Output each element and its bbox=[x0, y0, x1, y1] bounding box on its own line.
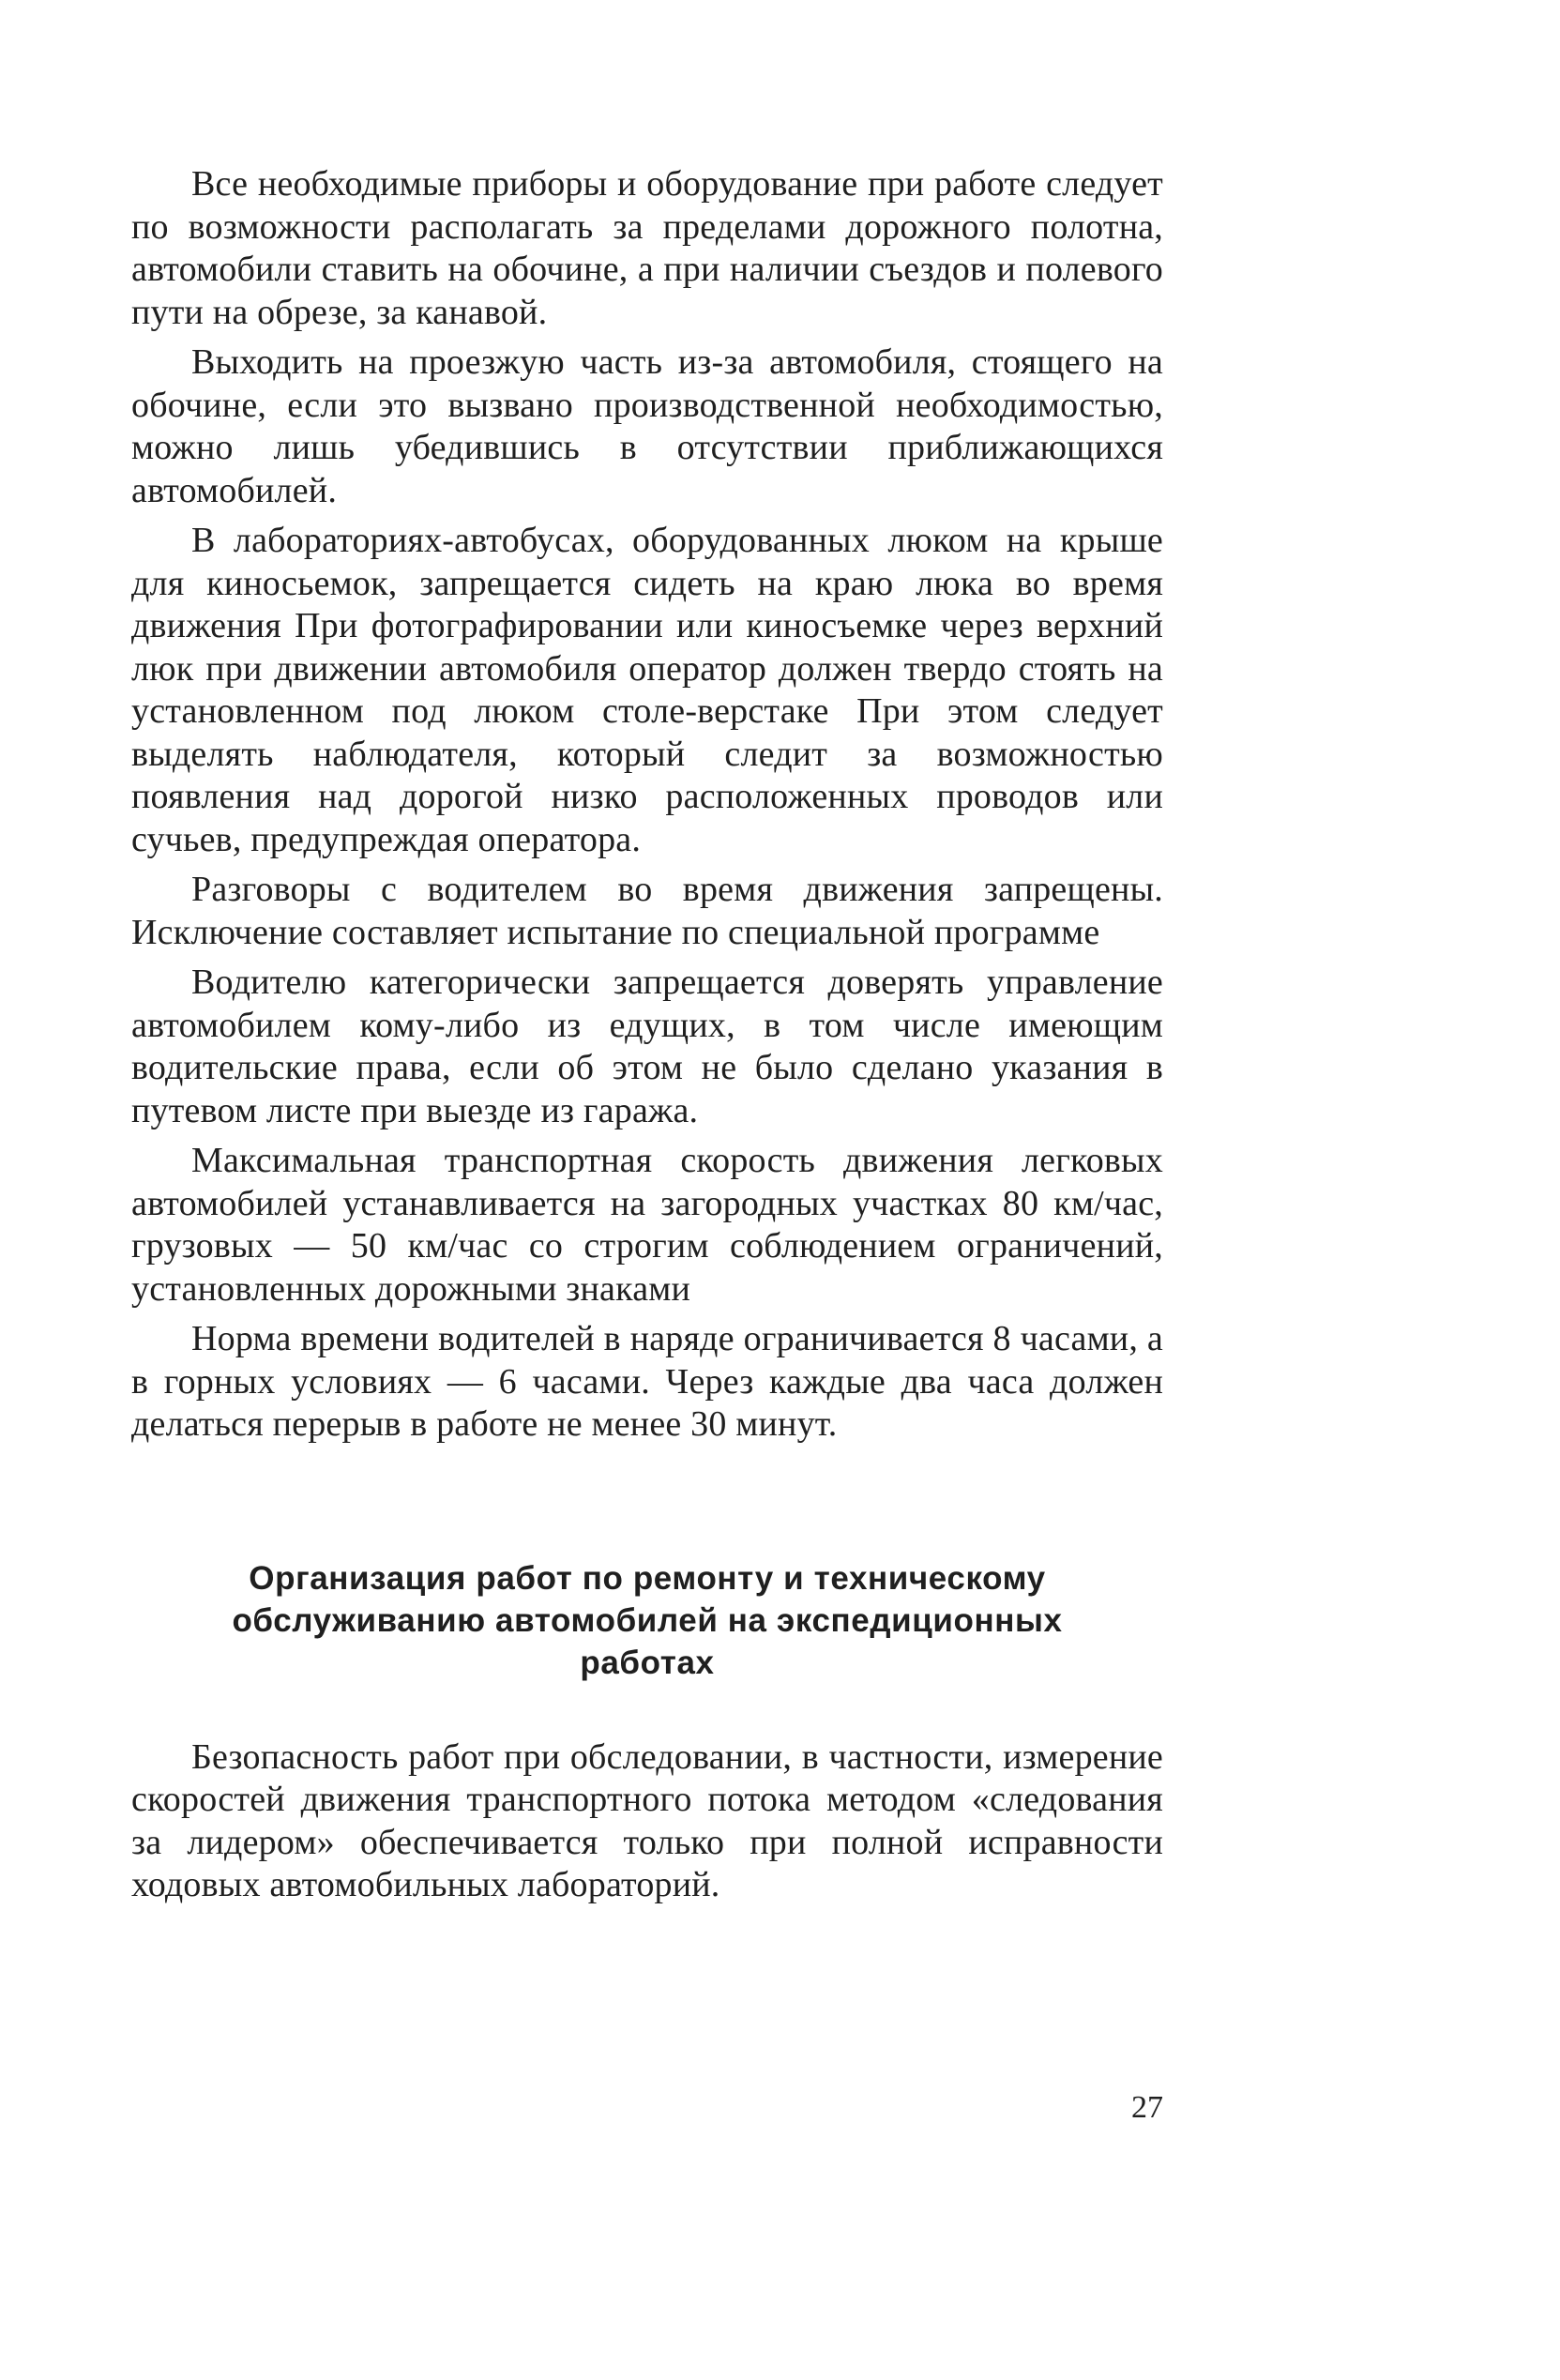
paragraph-bus-laboratories: В лабораториях-автобусах, оборудованных люком на крыше для киносьемок, запрещается сидеть на краю люка во время движения При фотографировании или киносъемке через верхний люк при движении автомобиля оператор должен твердо стоять на установленном под люком столе-верстаке При этом следует выделять наблюдателя, который следит за возможностью появления над дорогой низко расположенных проводов или сучьев, предупреждая оператора. bbox=[131, 521, 1163, 859]
section-title-line-1: Организация работ по ремонту и техническому bbox=[249, 1559, 1046, 1597]
paragraph-working-hours: Норма времени водителей в наряде ограничивается 8 часами, а в горных условиях — 6 часами. Через каждые два часа должен делаться перерыв в работе не менее 30 минут. bbox=[131, 1319, 1163, 1444]
paragraph-survey-safety: Безопасность работ при обследовании, в частности, измерение скоростей движения транспортного потока методом «следования за лидером» обеспечивается только при полной исправности ходовых автомобильных лабораторий. bbox=[131, 1736, 1163, 1904]
section-title bbox=[131, 1557, 1163, 1684]
paragraph-driving-transfer: Водителю категорически запрещается доверять управление автомобилем кому-либо из едущих, в том числе имеющим водительские права, если об этом не было сделано указания в путевом листе при выезде из гаража. bbox=[131, 963, 1163, 1130]
section-title-line-2: обслуживанию автомобилей на экспедиционных bbox=[232, 1601, 1063, 1639]
section-title-line-3: работах bbox=[580, 1644, 715, 1681]
paragraph-exit-roadway: Выходить на проезжую часть из-за автомобиля, стоящего на обочине, если это вызвано производственной необходимостью, можно лишь убедившись в отсутствии приближающихся автомобилей. bbox=[131, 342, 1163, 510]
paragraph-equipment-placement: Все необходимые приборы и оборудование при работе следует по возможности располагать за пределами дорожного полотна, автомобили ставить на обочине, а при наличии съездов и полевого пути на обрезе, за канавой. bbox=[131, 164, 1163, 332]
paragraph-driver-conversations: Разговоры с водителем во время движения запрещены. Исключение составляет испытание по специальной программе bbox=[131, 870, 1163, 952]
paragraph-speed-limits: Максимальная транспортная скорость движения легковых автомобилей устанавливается на загородных участках 80 км/час, грузовых — 50 км/час со строгим соблюдением ограничений, установленных дорожными знаками bbox=[131, 1141, 1163, 1309]
text-column bbox=[131, 163, 1163, 1915]
page-number: 27 bbox=[1131, 2090, 1163, 2125]
